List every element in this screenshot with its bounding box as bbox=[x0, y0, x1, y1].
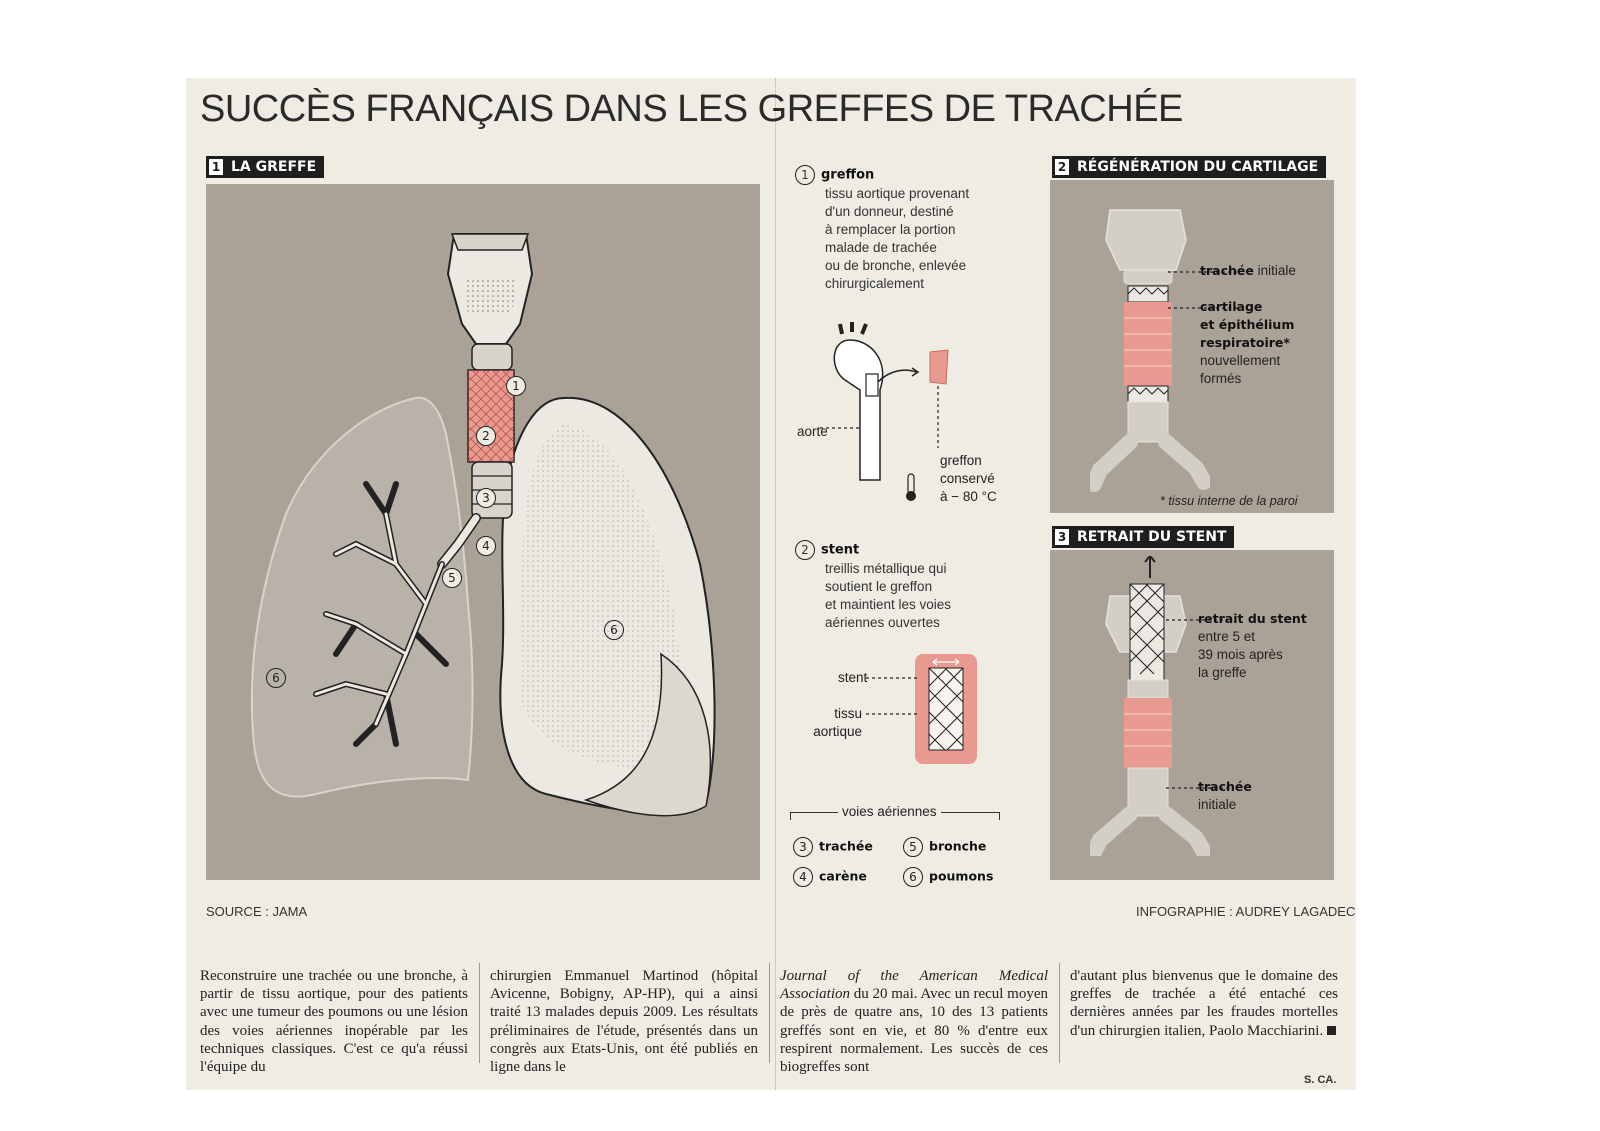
glossary-greffon: 1 greffon tissu aortique provenant d'un donneur, destiné à remplacer la portion malade de trachée ou de bronche, enlevée chirurgicalement bbox=[795, 165, 969, 293]
section-header-regeneration: 2 RÉGÉNÉRATION DU CARTILAGE bbox=[1052, 156, 1326, 178]
column-divider bbox=[769, 963, 770, 1063]
legend-carene: 4 carène bbox=[793, 867, 867, 887]
marker-1: 1 bbox=[506, 376, 526, 396]
regen-footnote: * tissu interne de la paroi bbox=[1160, 494, 1298, 508]
article-col-3: Journal of the American Medical Association du 20 mai. Avec un recul moyen de près de quatre ans, 10 des 13 patients greffés sont en vie, et 80 % d'entre eux respirent normalement. Les succès de ces biogreffes sont bbox=[780, 968, 1049, 1076]
section-header-retrait: 3 RETRAIT DU STENT bbox=[1052, 526, 1234, 548]
marker-3: 3 bbox=[476, 488, 496, 508]
article-col-1: Reconstruire une trachée ou une bronche, à partir de tissu aortique, pour des patients avec une tumeur des poumons ou une lésion des voies aériennes inopérable par les techniques classiques. C'est ce qu'a réussi l'équipe du bbox=[200, 968, 468, 1076]
source-label: SOURCE : JAMA bbox=[206, 904, 308, 919]
cartilage-label: cartilage et épithélium respiratoire* nouvellement formés bbox=[1200, 299, 1295, 386]
marker-6-right: 6 bbox=[604, 620, 624, 640]
marker-4: 4 bbox=[476, 536, 496, 556]
stent-label: stent bbox=[838, 670, 868, 685]
stent-leaders bbox=[866, 668, 926, 728]
marker-2: 2 bbox=[476, 426, 496, 446]
trachea-regen-illustration bbox=[1090, 200, 1210, 500]
page-title: SUCCÈS FRANÇAIS DANS LES GREFFES DE TRACHÉE bbox=[200, 88, 1183, 130]
article-signature: S. CA. bbox=[1304, 1074, 1337, 1086]
legend-poumons: 6 poumons bbox=[903, 867, 993, 887]
lungs-illustration bbox=[206, 184, 760, 880]
trachee-initiale-retrait-label: trachée initiale bbox=[1198, 779, 1252, 812]
section-header-greffe: 1 LA GREFFE bbox=[206, 156, 324, 178]
legend-bronche: 5 bronche bbox=[903, 837, 986, 857]
tissu-aortique-label: tissu aortique bbox=[813, 706, 862, 739]
retrait-label: retrait du stent entre 5 et 39 mois après la greffe bbox=[1198, 611, 1307, 680]
greffon-conserve-label: greffon conservé à − 80 °C bbox=[940, 453, 997, 504]
panel-retrait bbox=[1050, 550, 1334, 880]
trachee-initiale-label: trachée initiale bbox=[1200, 263, 1296, 278]
article-col-2: chirurgien Emmanuel Martinod (hôpital Avicenne, Bobigny, AP-HP), qui a ainsi traité 13 malades depuis 2009. Les résultats préliminaires de l'étude, présentés dans un congrès aux Etats-Unis, ont été publiés en ligne dans le bbox=[490, 968, 758, 1076]
panel-greffe bbox=[206, 184, 760, 880]
panel-regeneration bbox=[1050, 180, 1334, 513]
page-fold bbox=[775, 78, 776, 1090]
aorte-label: aorte bbox=[797, 424, 828, 439]
column-divider bbox=[479, 963, 480, 1063]
glossary-stent: 2 stent treillis métallique qui soutient le greffon et maintient les voies aériennes ouvertes bbox=[795, 540, 951, 632]
column-divider bbox=[1059, 963, 1060, 1063]
credit-label: INFOGRAPHIE : AUDREY LAGADEC bbox=[1136, 904, 1356, 919]
article-col-4: d'autant plus bienvenus que le domaine des greffes de trachée a été entaché ces dernières années par les fraudes mortelles d'un chirurgien italien, Paolo Macchiarini. bbox=[1070, 968, 1338, 1039]
marker-6-left: 6 bbox=[266, 668, 286, 688]
legend-trachee: 3 trachée bbox=[793, 837, 873, 857]
marker-5: 5 bbox=[442, 568, 462, 588]
